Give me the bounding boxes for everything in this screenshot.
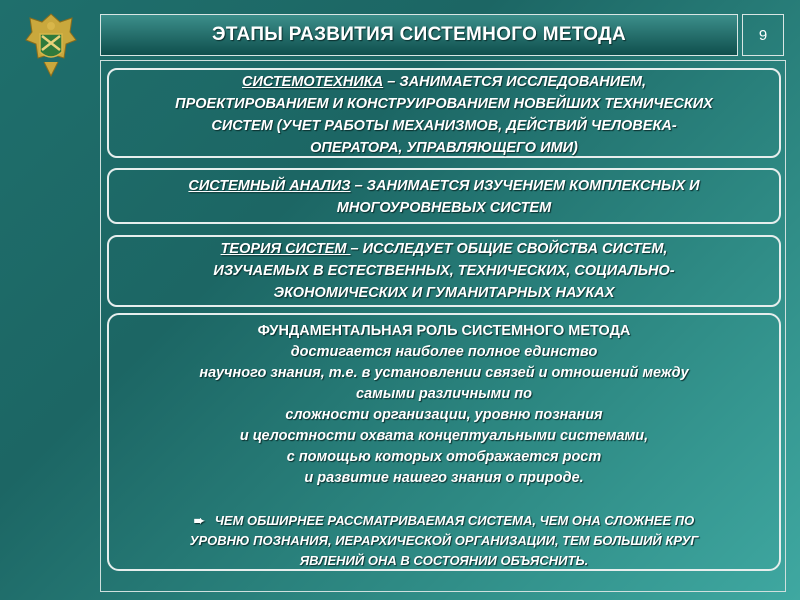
- page-number: 9: [758, 26, 768, 44]
- box4-note-text1: ЧЕМ ОБШИРНЕЕ РАССМАТРИВАЕМАЯ СИСТЕМА, ЧЕМ ОНА СЛОЖНЕЕ ПО: [214, 513, 695, 528]
- box1-line2: ПРОЕКТИРОВАНИЕМ И КОНСТРУИРОВАНИЕМ НОВЕЙШИХ ТЕХНИЧЕСКИХ: [175, 96, 713, 112]
- box2-line1: [109, 175, 779, 197]
- box2-line2: МНОГОУРОВНЕВЫХ СИСТЕМ: [336, 200, 552, 216]
- box4-note: [109, 511, 779, 571]
- box4-heading: ФУНДАМЕНТАЛЬНАЯ РОЛЬ СИСТЕМНОГО МЕТОДА: [257, 323, 631, 339]
- box2-term: СИСТЕМНЫЙ АНАЛИЗ: [188, 178, 351, 194]
- systems-theory-box: [107, 235, 781, 307]
- box4-line: и развитие нашего знания о природе.: [304, 470, 584, 486]
- box4-line: сложности организации, уровню познания: [285, 407, 603, 423]
- systems-analysis-box: [107, 168, 781, 224]
- box3-rest: – ИССЛЕДУЕТ ОБЩИЕ СВОЙСТВА СИСТЕМ,: [350, 241, 668, 257]
- page-number-box: [742, 14, 784, 56]
- box3-line3: ЭКОНОМИЧЕСКИХ И ГУМАНИТАРНЫХ НАУКАХ: [273, 285, 615, 301]
- box1-term: СИСТЕМОТЕХНИКА: [242, 74, 384, 90]
- box4-note-line1: [127, 511, 761, 531]
- box4-line: с помощью которых отображается рост: [286, 449, 602, 465]
- page-title: ЭТАПЫ РАЗВИТИЯ СИСТЕМНОГО МЕТОДА: [212, 24, 626, 45]
- box1-line1: [109, 71, 779, 93]
- box3-term: ТЕОРИЯ СИСТЕМ: [220, 241, 351, 257]
- box3-line1: [109, 238, 779, 260]
- fundamental-role-box: [107, 313, 781, 571]
- systems-engineering-box: [107, 68, 781, 158]
- box4-line: самыми различными по: [356, 386, 532, 402]
- arrow-bullet-icon: ➨: [193, 513, 205, 528]
- box1-rest: – ЗАНИМАЕТСЯ ИССЛЕДОВАНИЕМ,: [383, 74, 646, 90]
- box3-line2: ИЗУЧАЕМЫХ В ЕСТЕСТВЕННЫХ, ТЕХНИЧЕСКИХ, СОЦИАЛЬНО-: [213, 263, 675, 279]
- box4-note-line3: ЯВЛЕНИЙ ОНА В СОСТОЯНИИ ОБЪЯСНИТЬ.: [299, 553, 589, 568]
- box4-line: достигается наиболее полное единство: [290, 344, 598, 360]
- box4-line: и целостности охвата концептуальными системами,: [239, 428, 649, 444]
- customs-emblem-icon: [22, 10, 80, 80]
- box2-rest: – ЗАНИМАЕТСЯ ИЗУЧЕНИЕМ КОМПЛЕКСНЫХ И: [350, 178, 700, 194]
- box4-line: научного знания, т.е. в установлении связей и отношений между: [199, 365, 689, 381]
- box1-line4: ОПЕРАТОРА, УПРАВЛЯЮЩЕГО ИМИ): [310, 140, 578, 156]
- box1-line3: СИСТЕМ (УЧЕТ РАБОТЫ МЕХАНИЗМОВ, ДЕЙСТВИЙ ЧЕЛОВЕКА-: [211, 118, 677, 134]
- title-bar: [100, 14, 738, 56]
- box4-note-line2: УРОВНЮ ПОЗНАНИЯ, ИЕРАРХИЧЕСКОЙ ОРГАНИЗАЦИИ, ТЕМ БОЛЬШИЙ КРУГ: [189, 533, 699, 548]
